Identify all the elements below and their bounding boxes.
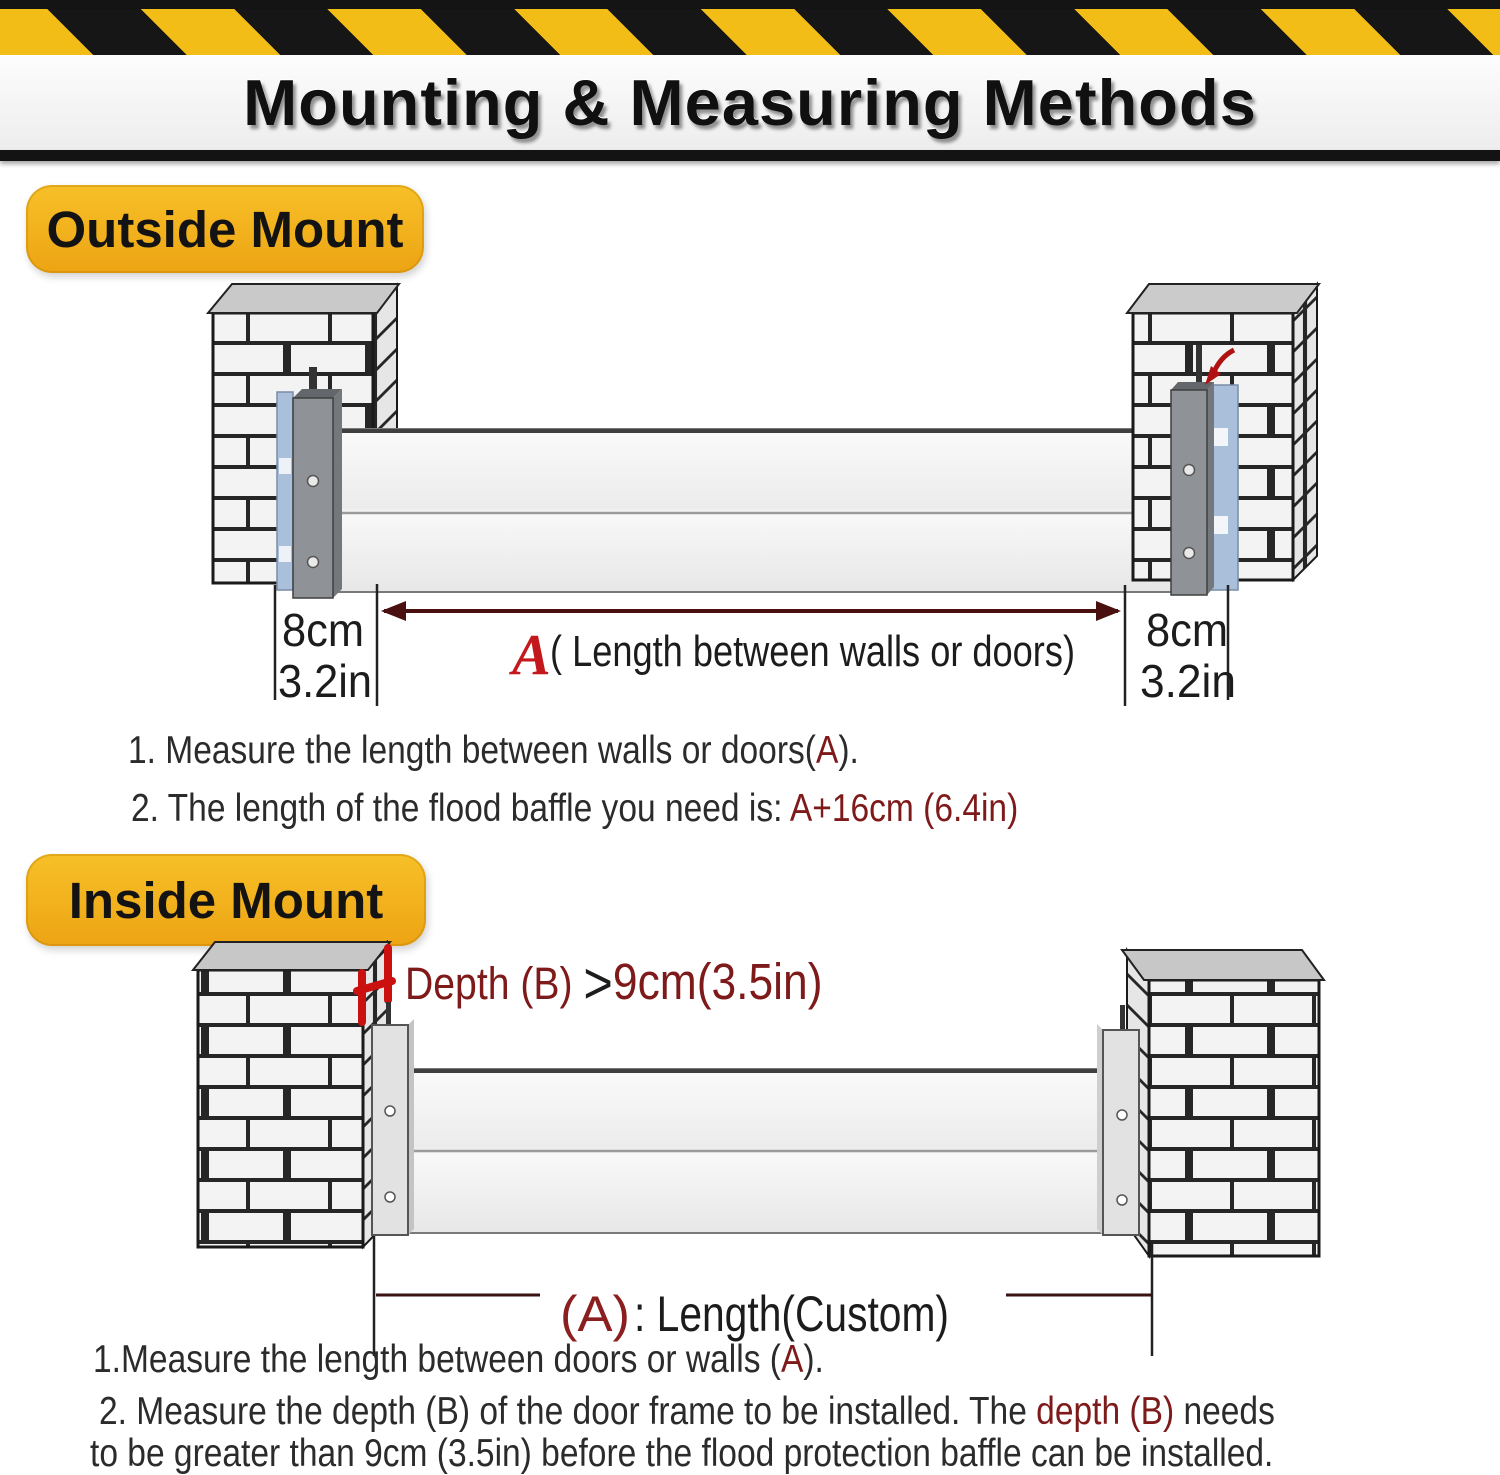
page-title: Mounting & Measuring Methods xyxy=(243,66,1257,139)
pillar-right-cap xyxy=(1127,284,1319,313)
pillar-left-cap xyxy=(193,942,390,970)
screw-hole xyxy=(1117,1110,1127,1120)
flood-barrier-panel-inside xyxy=(408,1069,1103,1233)
length-a-ref: (A) xyxy=(560,1286,630,1342)
step-ref-a: A xyxy=(780,1338,804,1381)
pillar-right-side-face xyxy=(1293,284,1317,580)
screw-hole xyxy=(1184,548,1195,559)
depth-b-value: 9cm(3.5in) xyxy=(612,953,823,1010)
screw-hole xyxy=(385,1106,395,1116)
outside-step-1: 1. Measure the length between walls or doors(A). xyxy=(128,729,859,772)
wall-gasket-right xyxy=(1206,385,1238,590)
outside-dimension-lines xyxy=(275,584,1228,706)
mounting-channel-right xyxy=(1171,345,1214,595)
inside-step-1: 1.Measure the length between doors or walls (A). xyxy=(93,1338,824,1381)
greater-than-sign: > xyxy=(583,951,613,1016)
pillar-right-cap xyxy=(1122,950,1324,980)
hazard-stripe-banner xyxy=(0,9,1500,55)
length-custom-label: : Length(Custom) xyxy=(634,1286,949,1342)
mounting-channel-right-inside xyxy=(1097,1005,1139,1235)
inside-mount-badge xyxy=(26,854,426,946)
brick-pillar-right xyxy=(1127,284,1319,580)
pillar-right-inner-face xyxy=(1127,950,1149,1256)
header-divider xyxy=(0,150,1500,161)
pillar-right-front-face xyxy=(1149,980,1319,1256)
dimension-letter-a: A xyxy=(512,622,551,687)
top-black-bar xyxy=(0,0,1500,9)
left-offset-in: 3.2in xyxy=(278,655,372,707)
pillar-left-inner-face xyxy=(363,942,387,1247)
pillar-left-cap xyxy=(208,284,399,313)
screw-hole xyxy=(308,476,319,487)
pillar-left-front-face xyxy=(213,313,373,583)
flood-barrier-panel xyxy=(333,429,1173,592)
brick-pillar-right-inside xyxy=(1122,950,1324,1256)
baffle-length-formula: A+16cm (6.4in) xyxy=(789,787,1019,830)
title-banner xyxy=(0,55,1500,150)
outside-step-2: 2. The length of the flood baffle you need is: A+16cm (6.4in) xyxy=(131,787,1019,830)
depth-b-bracket-icon xyxy=(357,948,392,1022)
pillar-right-front-face xyxy=(1133,313,1293,580)
screw-hole xyxy=(308,557,319,568)
outside-mount-badge-label: Outside Mount xyxy=(46,200,404,258)
brick-pillar-left xyxy=(208,284,399,583)
depth-b-text: Depth (B) xyxy=(405,958,584,1009)
outside-mount-badge xyxy=(26,185,424,273)
screw-hole xyxy=(1117,1195,1127,1205)
anchor-pin xyxy=(386,1002,391,1026)
screw-hole xyxy=(385,1192,395,1202)
pillar-left-side-face xyxy=(373,285,397,583)
wall-gasket-left xyxy=(277,392,293,590)
left-offset-cm: 8cm xyxy=(282,604,364,656)
anchor-pin xyxy=(1120,1005,1125,1031)
mounting-channel-left xyxy=(293,367,342,598)
screw-hole xyxy=(1184,465,1195,476)
anchor-pin-right xyxy=(1196,345,1202,383)
inside-step-2-line-2: to be greater than 9cm (3.5in) before the flood protection baffle can be installed. xyxy=(90,1432,1274,1475)
insert-direction-arrow-icon xyxy=(1205,350,1234,385)
brick-pillar-left-inside xyxy=(193,942,390,1247)
length-a-arrow xyxy=(381,601,1121,621)
right-offset-in: 3.2in xyxy=(1140,655,1236,707)
inside-mount-badge-label: Inside Mount xyxy=(68,871,384,929)
anchor-pin-left xyxy=(309,367,317,395)
outside-mount-diagram xyxy=(0,270,1500,710)
depth-b-annotation xyxy=(405,950,822,1017)
inside-step-2-line-1: 2. Measure the depth (B) of the door frame to be installed. The depth (B) needs xyxy=(99,1390,1275,1433)
right-offset-cm: 8cm xyxy=(1146,604,1228,656)
depth-b-ref: depth (B) xyxy=(1036,1390,1175,1433)
dimension-a-label: ( Length between walls or doors) xyxy=(550,627,1075,676)
pillar-left-front-face xyxy=(198,970,363,1247)
step-ref-a: A xyxy=(815,729,839,772)
mounting-channel-left-inside xyxy=(372,1002,414,1235)
